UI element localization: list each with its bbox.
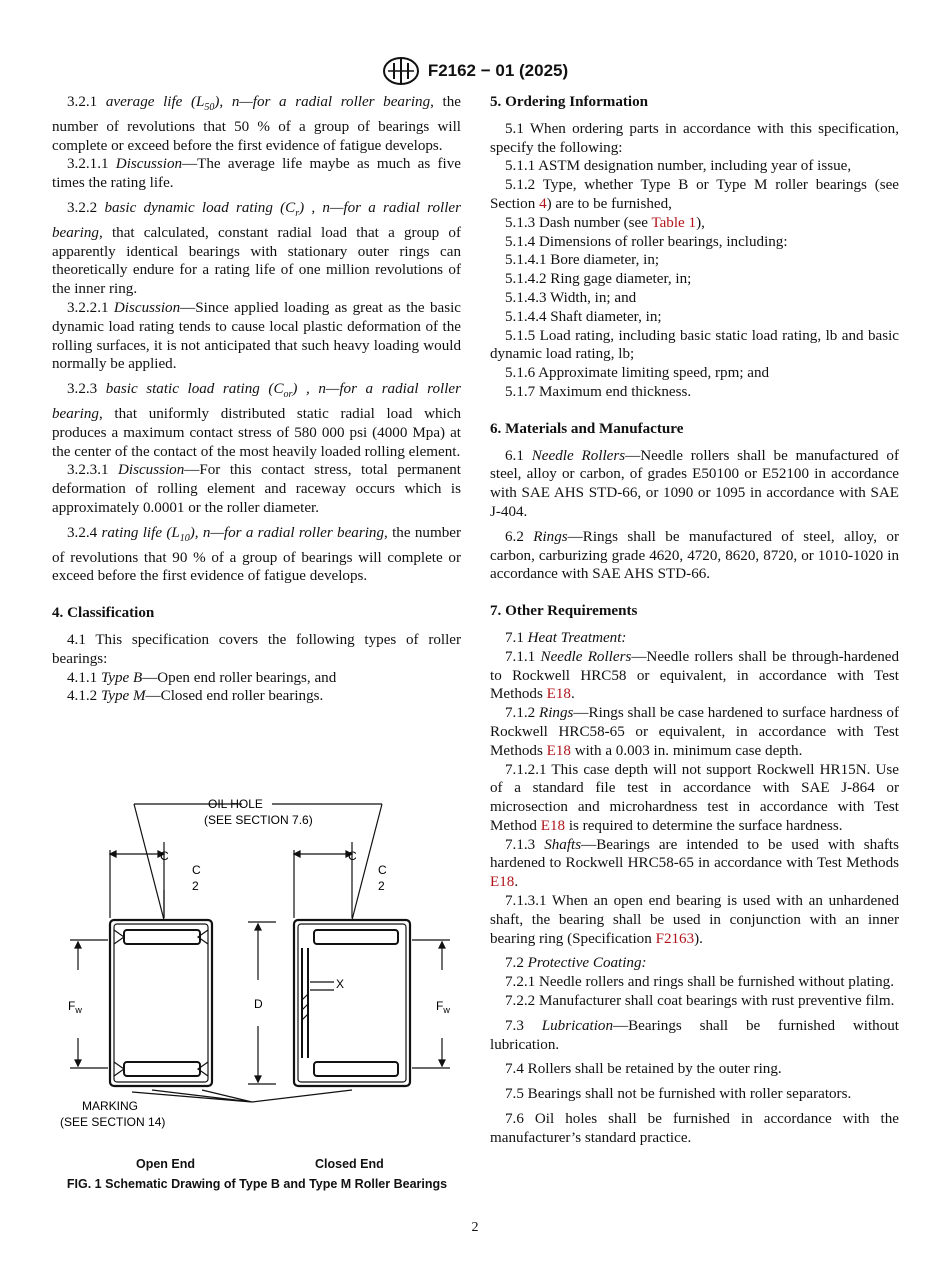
para-3-2-4: 3.2.4 rating life $(L_{10})$, n—for a radial roller bearing, the number of revolutions that 90 % of a group of bearings will complete or exceed before the first evidence of fatigue develops. (52, 524, 461, 585)
para-7-6: 7.6 Oil holes shall be furnished in accordance with the manufacturer’s standard practice. (490, 1111, 899, 1146)
document-designation: F2162 − 01 (2025) (427, 61, 569, 80)
figure-1-bearing-drawing (52, 790, 462, 1130)
para-7-1: 7.1 Heat Treatment: (505, 629, 627, 646)
para-5-1-2: 5.1.2 Type, whether Type B or Type M roller bearings (see Section 4) are to be furnished, (490, 177, 899, 212)
para-7-3: 7.3 Lubrication—Bearings shall be furnished without lubrication. (490, 1017, 899, 1053)
e18-link[interactable]: E18 (540, 817, 566, 834)
section-6-title: 6. Materials and Manufacture (490, 420, 684, 437)
marking-label: MARKING (82, 1099, 139, 1113)
para-7-1-1: 7.1.1 Needle Rollers—Needle rollers shall be through-hardened to Rockwell HRC58 or equivalent, in accordance with Test Methods E18. (490, 648, 899, 703)
dim-c-half-right: C (378, 863, 387, 877)
para-3-2-3: 3.2.3 basic static load rating $(C_{or})$ , n—for a radial roller bearing, that uniformly distributed static radial load which produces a maximum contact stress of 580 000 psi (4000 Mpa) at the center of the contact of the most heavily loaded rolling element. (52, 381, 461, 460)
dim-fw-right: $F_w$ (436, 999, 450, 1015)
dim-x: X (336, 977, 345, 991)
astm-logo-icon (382, 56, 420, 86)
para-7-1-3: 7.1.3 Shafts—Bearings are intended to be used with shafts hardened to Rockwell HRC58-65 in accordance with Test Methods E18. (490, 836, 899, 891)
para-4-1: 4.1 This specification covers the following types of roller bearings: (52, 631, 461, 667)
para-3-2-1-1: 3.2.1.1 Discussion—The average life maybe as much as five times the rating life. (52, 156, 461, 192)
para-5-1-4-2: 5.1.4.2 Ring gage diameter, in; (505, 271, 692, 288)
para-5-1-7: 5.1.7 Maximum end thickness. (505, 383, 692, 400)
open-end-label: Open End (136, 1157, 196, 1171)
section-4-title: 4. Classification (52, 605, 155, 622)
marking-ref: (SEE SECTION 14) (60, 1115, 166, 1129)
para-7-2-1: 7.2.1 Needle rollers and rings shall be furnished without plating. (505, 974, 895, 991)
dim-c-right: C (348, 849, 357, 863)
dim-c-half-left: C (192, 863, 201, 877)
para-6-2: 6.2 Rings—Rings shall be manufactured of steel, alloy, or carbon, carburizing grade 4620, 4720, 8620, 8720, or 1010-1020 in accordance with SAE AHS STD-66. (490, 528, 899, 583)
para-5-1-3: 5.1.3 Dash number (see Table 1), (505, 214, 705, 231)
e18-link[interactable]: E18 (490, 874, 515, 891)
dim-fw-left: $F_w$ (68, 999, 82, 1015)
left-column (52, 93, 461, 706)
para-3-2-2: 3.2.2 basic dynamic load rating $(C_r)$ , n—for a radial roller bearing, that calculated, constant radial load that a group of apparently identical bearings with stationary outer rings can theoretically endure for a rating life of one million revolutions of the inner ring. (52, 200, 461, 298)
e18-link[interactable]: E18 (546, 686, 571, 703)
oil-hole-label: OIL HOLE (208, 797, 263, 811)
para-7-4: 7.4 Rollers shall be retained by the outer ring. (505, 1061, 782, 1078)
table-1-link[interactable]: Table 1 (651, 214, 697, 231)
para-5-1-4: 5.1.4 Dimensions of roller bearings, including: (505, 233, 788, 250)
figure-caption: FIG. 1 Schematic Drawing of Type B and Type M Roller Bearings (66, 1177, 448, 1191)
f2163-link[interactable]: F2163 (655, 930, 695, 947)
para-3-2-2-1: 3.2.2.1 Discussion—Since applied loading as great as the basic dynamic load rating tends to cause local plastic deformation of the rolling surfaces, it is not anticipated that such heavy loading would normally be applied. (52, 300, 461, 373)
right-column (490, 93, 899, 1148)
dim-c-half-den-right: 2 (378, 879, 385, 893)
para-7-5: 7.5 Bearings shall not be furnished with roller separators. (505, 1086, 852, 1103)
page-header (0, 56, 950, 86)
para-6-1: 6.1 Needle Rollers—Needle rollers shall be manufactured of steel, alloy or carbon, of grades E50100 or E52100 in accordance with SAE AHS STD-66, or 1090 or 1095 in accordance with SAE J-404. (490, 447, 900, 520)
para-4-1-1: 4.1.1 Type B—Open end roller bearings, and (67, 669, 337, 686)
oil-hole-ref: (SEE SECTION 7.6) (204, 813, 313, 827)
para-7-1-2-1: 7.1.2.1 This case depth will not support Rockwell HR15N. Use of a standard file test in accordance with SAE J-864 or microsection and microhardness test in accordance with Test Method E18 is required to determine the surface hardness. (490, 761, 899, 834)
para-5-1-6: 5.1.6 Approximate limiting speed, rpm; and (505, 365, 770, 382)
para-5-1-4-1: 5.1.4.1 Bore diameter, in; (505, 252, 660, 269)
para-3-2-3-1: 3.2.3.1 Discussion—For this contact stress, total permanent deformation of rolling element and raceway occurs which is approximately 0.0001 or the roller diameter. (52, 462, 462, 516)
section-4-link[interactable]: 4 (539, 195, 547, 212)
para-3-2-1: 3.2.1 average life $(L_{50})$, n—for a radial roller bearing, the number of revolutions that 50 % of a group of bearings will complete or exceed before the first evidence of fatigue develops. (52, 94, 461, 154)
para-5-1-1: 5.1.1 ASTM designation number, including year of issue, (505, 158, 852, 175)
para-5-1-5: 5.1.5 Load rating, including basic static load rating, lb and basic dynamic load rating, lb; (490, 327, 899, 363)
section-5-title: 5. Ordering Information (490, 94, 649, 110)
para-5-1-4-3: 5.1.4.3 Width, in; and (505, 289, 637, 306)
para-7-1-2: 7.1.2 Rings—Rings shall be case hardened to surface hardness of Rockwell HRC58-65 or equivalent, in accordance with Test Methods E18 with a 0.003 in. minimum case depth. (490, 705, 899, 759)
page-number: 2 (471, 1220, 479, 1235)
para-7-2-2: 7.2.2 Manufacturer shall coat bearings with rust preventive film. (505, 993, 895, 1010)
dim-c-half-den-left: 2 (192, 879, 199, 893)
para-4-1-2: 4.1.2 Type M—Closed end roller bearings. (67, 688, 324, 705)
closed-end-label: Closed End (315, 1157, 384, 1171)
e18-link[interactable]: E18 (546, 742, 571, 759)
dim-c-left: C (160, 849, 169, 863)
para-7-2: 7.2 Protective Coating: (505, 955, 647, 972)
section-7-title: 7. Other Requirements (490, 603, 638, 620)
para-5-1: 5.1 When ordering parts in accordance with this specification, specify the following: (490, 120, 899, 156)
dim-d: D (254, 997, 263, 1011)
para-7-1-3-1: 7.1.3.1 When an open end bearing is used with an unhardened shaft, the bearing shall be used in conjunction with an inner bearing ring (Specification F2163). (490, 893, 899, 947)
para-5-1-4-4: 5.1.4.4 Shaft diameter, in; (505, 308, 662, 325)
